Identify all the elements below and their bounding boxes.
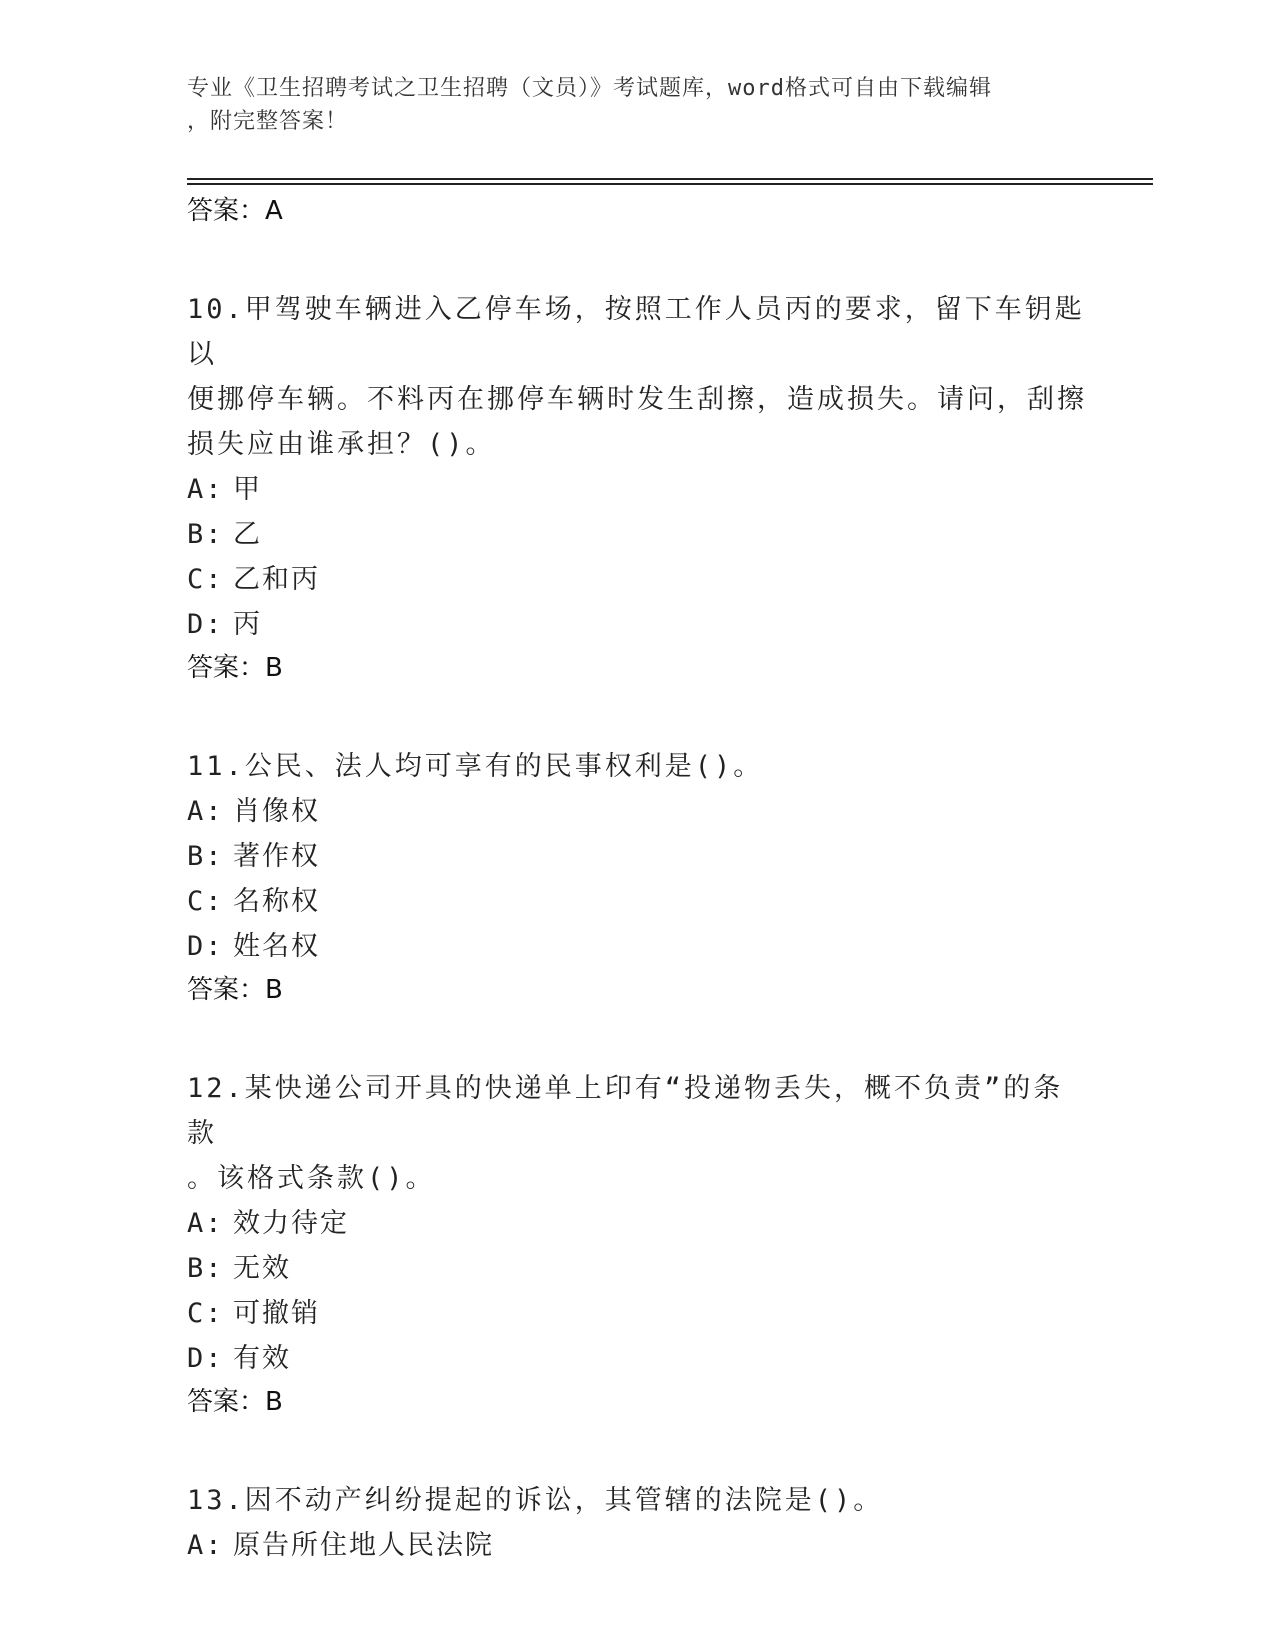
option-letter: B:: [187, 841, 224, 872]
question-text-line: 12.某快递公司开具的快递单上印有“投递物丢失，概不负责”的条款: [187, 1073, 1064, 1149]
option-text: 可撤销: [233, 1298, 320, 1329]
option-item: [187, 924, 1087, 969]
header-divider-bottom: [187, 183, 1153, 185]
option-text: 乙和丙: [233, 564, 320, 595]
question-text-line: 损失应由谁承担？()。: [187, 429, 496, 460]
option-text: 原告所住地人民法院: [233, 1530, 494, 1561]
answer-line: [187, 1382, 1087, 1428]
option-letter: C:: [187, 1298, 224, 1329]
option-letter: C:: [187, 886, 224, 917]
option-text: 丙: [233, 609, 262, 640]
option-item: [187, 1291, 1087, 1336]
header-line-2: ，附完整答案！: [187, 109, 349, 134]
question-text-line: 10.甲驾驶车辆进入乙停车场，按照工作人员丙的要求，留下车钥匙以: [187, 294, 1085, 370]
option-text: 乙: [233, 519, 262, 550]
option-item: [187, 602, 1087, 647]
header-divider-top: [187, 178, 1153, 180]
option-item: [187, 1201, 1087, 1246]
answer-label: 答案：: [187, 975, 266, 1005]
option-item: [187, 789, 1087, 834]
answer-line: [187, 970, 1087, 1016]
answer-label: 答案：: [187, 196, 266, 226]
option-letter: B:: [187, 519, 224, 550]
option-item: [187, 467, 1087, 512]
question-text-line: 13.因不动产纠纷提起的诉讼，其管辖的法院是()。: [187, 1485, 884, 1516]
question-spacer: [187, 694, 1087, 744]
option-text: 姓名权: [233, 931, 320, 962]
option-item: [187, 879, 1087, 924]
option-letter: D:: [187, 1343, 224, 1374]
option-text: 无效: [233, 1253, 291, 1284]
header-line-1: 专业《卫生招聘考试之卫生招聘（文员）》考试题库，word格式可自由下载编辑: [187, 76, 992, 101]
option-letter: A:: [187, 796, 224, 827]
option-item: [187, 1523, 1087, 1568]
question-text-line: 。该格式条款()。: [187, 1163, 436, 1194]
question-text-line: 便挪停车辆。不料丙在挪停车辆时发生刮擦，造成损失。请问，刮擦: [187, 384, 1087, 415]
option-letter: A:: [187, 1208, 224, 1239]
option-text: 效力待定: [233, 1208, 349, 1239]
answer-value: B: [265, 975, 283, 1005]
question-spacer: [187, 1428, 1087, 1478]
answer-value: B: [265, 653, 283, 683]
option-item: [187, 834, 1087, 879]
option-letter: A:: [187, 474, 224, 505]
answer-line: [187, 191, 1087, 237]
option-letter: D:: [187, 931, 224, 962]
answer-label: 答案：: [187, 653, 266, 683]
option-item: [187, 1336, 1087, 1381]
document-header: [187, 72, 1067, 138]
question-spacer: [187, 1016, 1087, 1066]
answer-value: B: [265, 1387, 283, 1417]
question-block: [187, 1478, 1087, 1568]
answer-value: A: [265, 196, 283, 226]
question-text-line: 11.公民、法人均可享有的民事权利是()。: [187, 751, 764, 782]
option-text: 名称权: [233, 886, 320, 917]
option-text: 著作权: [233, 841, 320, 872]
question-block: [187, 744, 1087, 1016]
option-item: [187, 512, 1087, 557]
option-item: [187, 557, 1087, 602]
option-text: 有效: [233, 1343, 291, 1374]
answer-label: 答案：: [187, 1387, 266, 1417]
answer-line: [187, 648, 1087, 694]
question-block: [187, 287, 1087, 694]
question-block: [187, 1066, 1087, 1428]
question-list: [187, 190, 1087, 1568]
question-spacer: [187, 237, 1087, 287]
option-item: [187, 1246, 1087, 1291]
option-letter: B:: [187, 1253, 224, 1284]
option-letter: A:: [187, 1530, 224, 1561]
option-text: 甲: [233, 474, 262, 505]
option-text: 肖像权: [233, 796, 320, 827]
option-letter: D:: [187, 609, 224, 640]
option-letter: C:: [187, 564, 224, 595]
